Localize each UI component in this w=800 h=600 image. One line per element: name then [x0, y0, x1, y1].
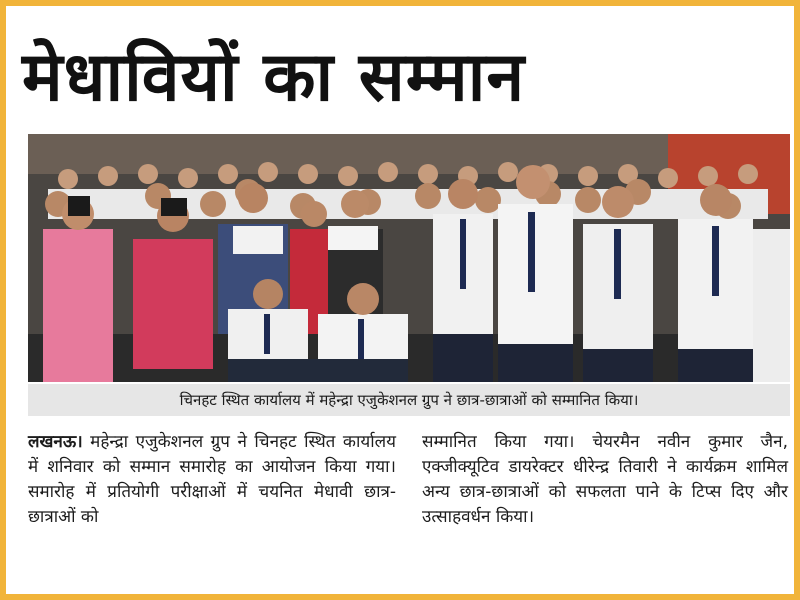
article-column-1	[28, 430, 396, 530]
group-photo-image	[28, 134, 790, 382]
headline: मेधावियों का सम्मान	[22, 38, 526, 117]
photo-caption: चिनहट स्थित कार्यालय में महेन्द्रा एजुकेशनल ग्रुप ने छात्र-छात्राओं को सम्मानित किया।	[28, 384, 790, 416]
group-photo	[28, 134, 790, 382]
article-column-2: सम्मानित किया गया। चेयरमैन नवीन कुमार जैन, एक्जीक्यूटिव डायरेक्टर धीरेन्द्र तिवारी ने कार्यक्रम शामिल अन्य छात्र-छात्राओं को सफलता पाने के टिप्स दिए और उत्साहवर्धन किया।	[422, 432, 788, 527]
article-column-1-text: महेन्द्रा एजुकेशनल ग्रुप ने चिनहट स्थित कार्यालय में शनिवार को सम्मान समारोह का आयोजन किया गया। समारोह में प्रतियोगी परीक्षाओं में चयनित मेधावी छात्र-छात्राओं को	[28, 432, 396, 527]
dateline: लखनऊ।	[28, 432, 83, 452]
